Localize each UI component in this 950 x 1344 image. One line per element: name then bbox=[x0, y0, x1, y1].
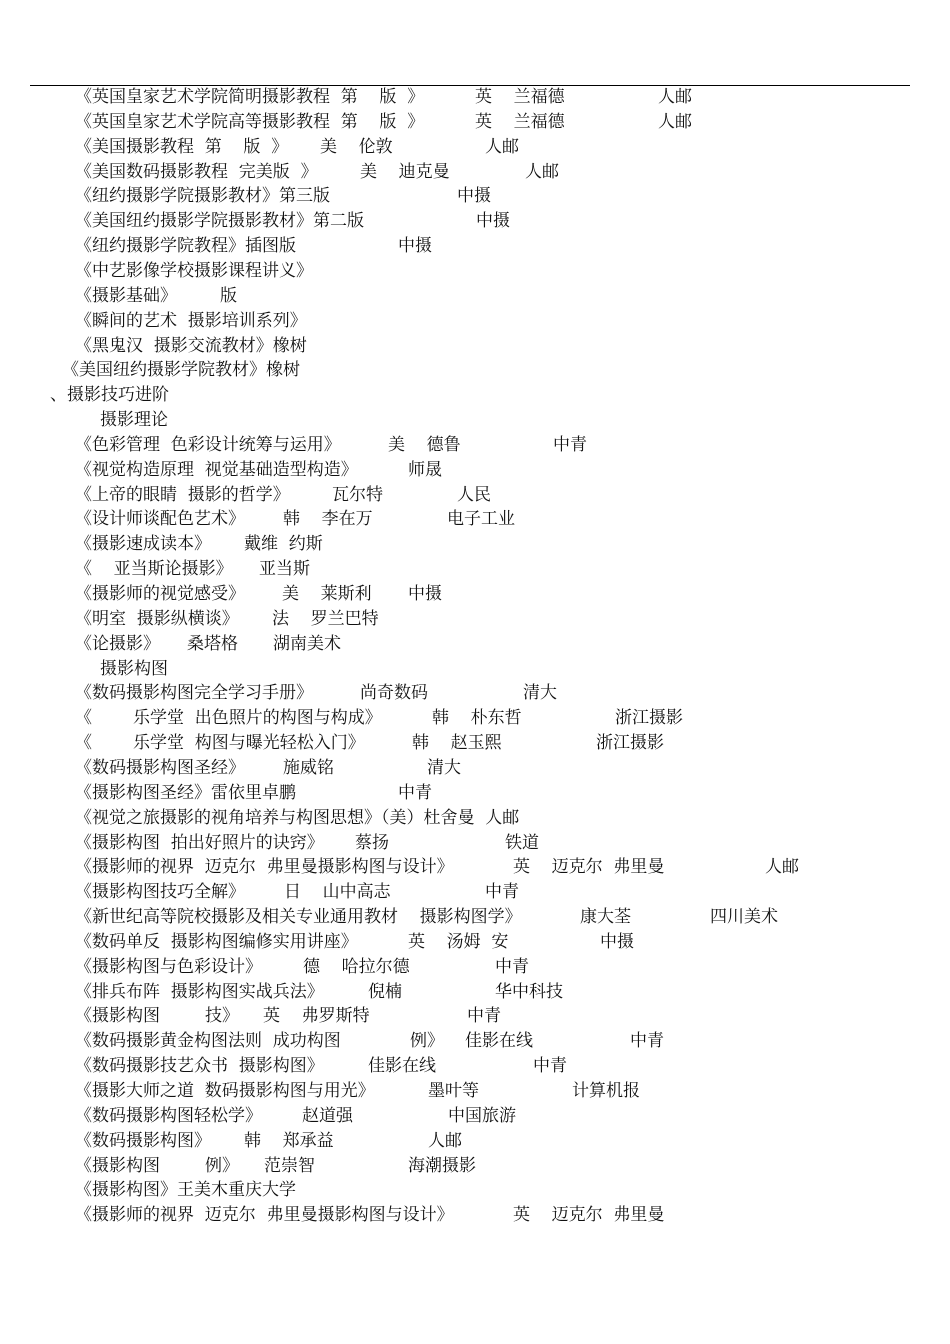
document-line bbox=[0, 582, 950, 607]
line-text: 法 罗兰巴特 bbox=[272, 608, 379, 629]
document-line bbox=[0, 706, 950, 731]
document-line bbox=[0, 1178, 950, 1203]
document-line bbox=[0, 358, 950, 383]
line-text: 铁道 bbox=[505, 832, 539, 853]
line-text: 华中科技 bbox=[495, 981, 563, 1002]
line-text: 中摄 bbox=[398, 236, 432, 257]
line-text: 人民 bbox=[457, 484, 491, 505]
document-line bbox=[0, 209, 950, 234]
line-text: 《纽约摄影学院教程》插图版 bbox=[75, 236, 296, 257]
document-line bbox=[0, 1079, 950, 1104]
line-text: 海潮摄影 bbox=[408, 1155, 476, 1176]
line-text: 《中艺影像学校摄影课程讲义》 bbox=[75, 260, 313, 281]
line-text: 日 山中高志 bbox=[284, 882, 391, 903]
document-line bbox=[0, 905, 950, 930]
line-text: 人邮 bbox=[658, 87, 692, 107]
line-text: 佳影在线 bbox=[368, 1056, 436, 1077]
line-text: 《论摄影》 bbox=[75, 633, 160, 654]
line-text: 中国旅游 bbox=[448, 1105, 516, 1126]
document-line bbox=[0, 1029, 950, 1054]
line-text: 技》 bbox=[205, 1006, 239, 1027]
document-line bbox=[0, 110, 950, 135]
line-text: 《数码摄影构图圣经》 bbox=[75, 757, 245, 778]
line-text: 中青 bbox=[467, 1006, 501, 1027]
line-text: 人邮 bbox=[428, 1130, 462, 1151]
document-line bbox=[0, 1104, 950, 1129]
line-text: 《设计师谈配色艺术》 bbox=[75, 509, 245, 530]
line-text: 中摄 bbox=[476, 211, 510, 232]
line-text: 湖南美术 bbox=[273, 633, 341, 654]
document-line bbox=[0, 1004, 950, 1029]
line-text: 《纽约摄影学院摄影教材》第三版 bbox=[75, 186, 330, 207]
line-text: 乐学堂 构图与曝光轻松入门》 bbox=[133, 733, 365, 754]
line-text: 美 迪克曼 bbox=[360, 161, 450, 182]
line-text: 亚当斯 bbox=[259, 559, 310, 580]
document-line bbox=[0, 806, 950, 831]
line-text: 美 莱斯利 bbox=[282, 584, 372, 604]
line-text: 《数码单反 摄影构图编修实用讲座》 bbox=[75, 931, 358, 952]
line-text: 电子工业 bbox=[447, 509, 515, 530]
document-line bbox=[0, 831, 950, 856]
line-text: 人邮 bbox=[525, 161, 559, 182]
line-text: 中摄 bbox=[457, 186, 491, 207]
line-text: 中摄 bbox=[408, 584, 442, 604]
document-line bbox=[0, 458, 950, 483]
line-text: 英 汤姆 安 bbox=[408, 931, 509, 952]
line-text: 英 迈克尔 弗里曼 bbox=[513, 857, 665, 878]
line-text: 《摄影师的视界 迈克尔 弗里曼摄影构图与设计》 bbox=[75, 1205, 454, 1226]
document-line bbox=[0, 408, 950, 433]
document-line bbox=[0, 135, 950, 160]
document-line bbox=[0, 85, 950, 110]
line-text: 《摄影构图技巧全解》 bbox=[75, 882, 245, 903]
line-text: 《明室 摄影纵横谈》 bbox=[75, 608, 239, 629]
line-text: 蔡扬 bbox=[355, 832, 389, 853]
line-text: 倪楠 bbox=[368, 981, 402, 1002]
line-text: 《排兵布阵 摄影构图实战兵法》 bbox=[75, 981, 324, 1002]
line-text: 《 bbox=[75, 708, 92, 729]
document-line bbox=[0, 781, 950, 806]
line-text: 《美国摄影教程 第 版 》 bbox=[75, 136, 289, 157]
document-line bbox=[0, 955, 950, 980]
document-line bbox=[0, 1203, 950, 1228]
line-text: 《摄影构图圣经》雷依里卓鹏 bbox=[75, 782, 296, 803]
document-line bbox=[0, 309, 950, 334]
line-text: 墨叶等 bbox=[428, 1081, 479, 1101]
document-line bbox=[0, 383, 950, 408]
line-text: 英 迈克尔 弗里曼 bbox=[513, 1205, 665, 1226]
line-text: 英 兰福德 bbox=[475, 87, 565, 107]
line-text: 四川美术 bbox=[710, 907, 778, 928]
line-text: 施威铭 bbox=[283, 757, 334, 778]
line-text: 《上帝的眼睛 摄影的哲学》 bbox=[75, 484, 290, 505]
line-text: 乐学堂 出色照片的构图与构成》 bbox=[133, 708, 382, 729]
line-text: 中青 bbox=[553, 434, 587, 455]
line-text: 《摄影构图与色彩设计》 bbox=[75, 956, 262, 977]
line-text: 韩 朴东哲 bbox=[432, 708, 522, 729]
line-text: 英 兰福德 bbox=[475, 111, 565, 132]
line-text: 《摄影大师之道 数码摄影构图与用光》 bbox=[75, 1081, 375, 1101]
line-text: 《美国纽约摄影学院教材》橡树 bbox=[62, 360, 300, 381]
document-line bbox=[0, 284, 950, 309]
line-text: 《 bbox=[75, 733, 92, 754]
document-line bbox=[0, 681, 950, 706]
line-text: 中青 bbox=[495, 956, 529, 977]
document-line bbox=[0, 532, 950, 557]
document-line bbox=[0, 1129, 950, 1154]
line-text: 中青 bbox=[533, 1056, 567, 1077]
line-text: 清大 bbox=[427, 757, 461, 778]
line-text: 赵道强 bbox=[302, 1105, 353, 1126]
line-text: 《数码摄影黄金构图法则 成功构图 bbox=[75, 1031, 341, 1052]
line-text: 德 哈拉尔德 bbox=[303, 956, 410, 977]
line-text: 《摄影构图 拍出好照片的诀窍》 bbox=[75, 832, 324, 853]
line-text: 英 弗罗斯特 bbox=[263, 1006, 370, 1027]
document-line bbox=[0, 433, 950, 458]
line-text: 清大 bbox=[523, 683, 557, 704]
line-text: 美 伦敦 bbox=[320, 136, 393, 157]
document-line bbox=[0, 756, 950, 781]
line-text: 《摄影基础》 bbox=[75, 285, 177, 306]
line-text: 《摄影速成读本》 bbox=[75, 534, 211, 555]
document-line bbox=[0, 184, 950, 209]
line-text: 摄影构图 bbox=[100, 658, 168, 679]
line-text: 《色彩管理 色彩设计统筹与运用》 bbox=[75, 434, 341, 455]
document-line bbox=[0, 731, 950, 756]
document-line bbox=[0, 980, 950, 1005]
line-text: 中青 bbox=[398, 782, 432, 803]
line-text: 版 bbox=[220, 285, 237, 306]
document-line bbox=[0, 334, 950, 359]
line-text: 《摄影师的视觉感受》 bbox=[75, 584, 245, 604]
line-text: 中青 bbox=[485, 882, 519, 903]
line-text: 《摄影构图 bbox=[75, 1155, 160, 1176]
line-text: 范崇智 bbox=[264, 1155, 315, 1176]
line-text: 摄影理论 bbox=[100, 410, 168, 431]
line-text: 中青 bbox=[630, 1031, 664, 1052]
line-text: 《新世纪高等院校摄影及相关专业通用教材 摄影构图学》 bbox=[75, 907, 522, 928]
line-text: 人邮 bbox=[765, 857, 799, 878]
line-text: 浙江摄影 bbox=[615, 708, 683, 729]
document-line bbox=[0, 1054, 950, 1079]
line-text: 《摄影构图 bbox=[75, 1006, 160, 1027]
line-text: 佳影在线 bbox=[465, 1031, 533, 1052]
line-text: 计算机报 bbox=[572, 1081, 640, 1101]
line-text: 《摄影师的视界 迈克尔 弗里曼摄影构图与设计》 bbox=[75, 857, 454, 878]
line-text: 《 亚当斯论摄影》 bbox=[75, 559, 233, 580]
line-text: 人邮 bbox=[485, 136, 519, 157]
line-text: 《黑鬼汉 摄影交流教材》橡树 bbox=[75, 335, 307, 356]
line-text: 韩 李在万 bbox=[283, 509, 373, 530]
line-text: 《摄影构图》王美木重庆大学 bbox=[75, 1180, 296, 1201]
line-text: 尚奇数码 bbox=[360, 683, 428, 704]
line-text: 例》 bbox=[205, 1155, 239, 1176]
line-text: 《数码摄影构图轻松学》 bbox=[75, 1105, 262, 1126]
line-text: 浙江摄影 bbox=[596, 733, 664, 754]
document-line bbox=[0, 1154, 950, 1179]
document-line bbox=[0, 607, 950, 632]
document-line bbox=[0, 507, 950, 532]
document-line bbox=[0, 557, 950, 582]
line-text: 《英国皇家艺术学院简明摄影教程 第 版 》 bbox=[75, 87, 425, 107]
line-text: 《数码摄影构图完全学习手册》 bbox=[75, 683, 313, 704]
line-text: 康大荃 bbox=[580, 907, 631, 928]
line-text: 、摄影技巧进阶 bbox=[50, 385, 169, 406]
line-text: 美 德鲁 bbox=[388, 434, 461, 455]
document-line bbox=[0, 930, 950, 955]
document-line bbox=[0, 657, 950, 682]
line-text: 戴维 约斯 bbox=[244, 534, 323, 555]
line-text: 韩 郑承益 bbox=[244, 1130, 334, 1151]
line-text: 《视觉之旅摄影的视角培养与构图思想》（美）杜舍曼 人邮 bbox=[75, 807, 520, 828]
line-text: 瓦尔特 bbox=[332, 484, 383, 505]
line-text: 桑塔格 bbox=[187, 633, 238, 654]
line-text: 《视觉构造原理 视觉基础造型构造》 bbox=[75, 459, 358, 480]
line-text: 师晟 bbox=[408, 459, 442, 480]
document-line bbox=[0, 160, 950, 185]
document-line bbox=[0, 483, 950, 508]
line-text: 《英国皇家艺术学院高等摄影教程 第 版 》 bbox=[75, 111, 425, 132]
line-text: 《美国纽约摄影学院摄影教材》第二版 bbox=[75, 211, 364, 232]
document-line bbox=[0, 855, 950, 880]
line-text: 例》 bbox=[410, 1031, 444, 1052]
line-text: 《美国数码摄影教程 完美版 》 bbox=[75, 161, 318, 182]
line-text: 韩 赵玉熙 bbox=[412, 733, 502, 754]
line-text: 《瞬间的艺术 摄影培训系列》 bbox=[75, 310, 307, 331]
line-text: 中摄 bbox=[600, 931, 634, 952]
line-text: 《数码摄影技艺众书 摄影构图》 bbox=[75, 1056, 324, 1077]
document-line bbox=[0, 632, 950, 657]
document-line bbox=[0, 234, 950, 259]
line-text: 《数码摄影构图》 bbox=[75, 1130, 211, 1151]
document-line bbox=[0, 259, 950, 284]
document-line bbox=[0, 880, 950, 905]
line-text: 人邮 bbox=[658, 111, 692, 132]
